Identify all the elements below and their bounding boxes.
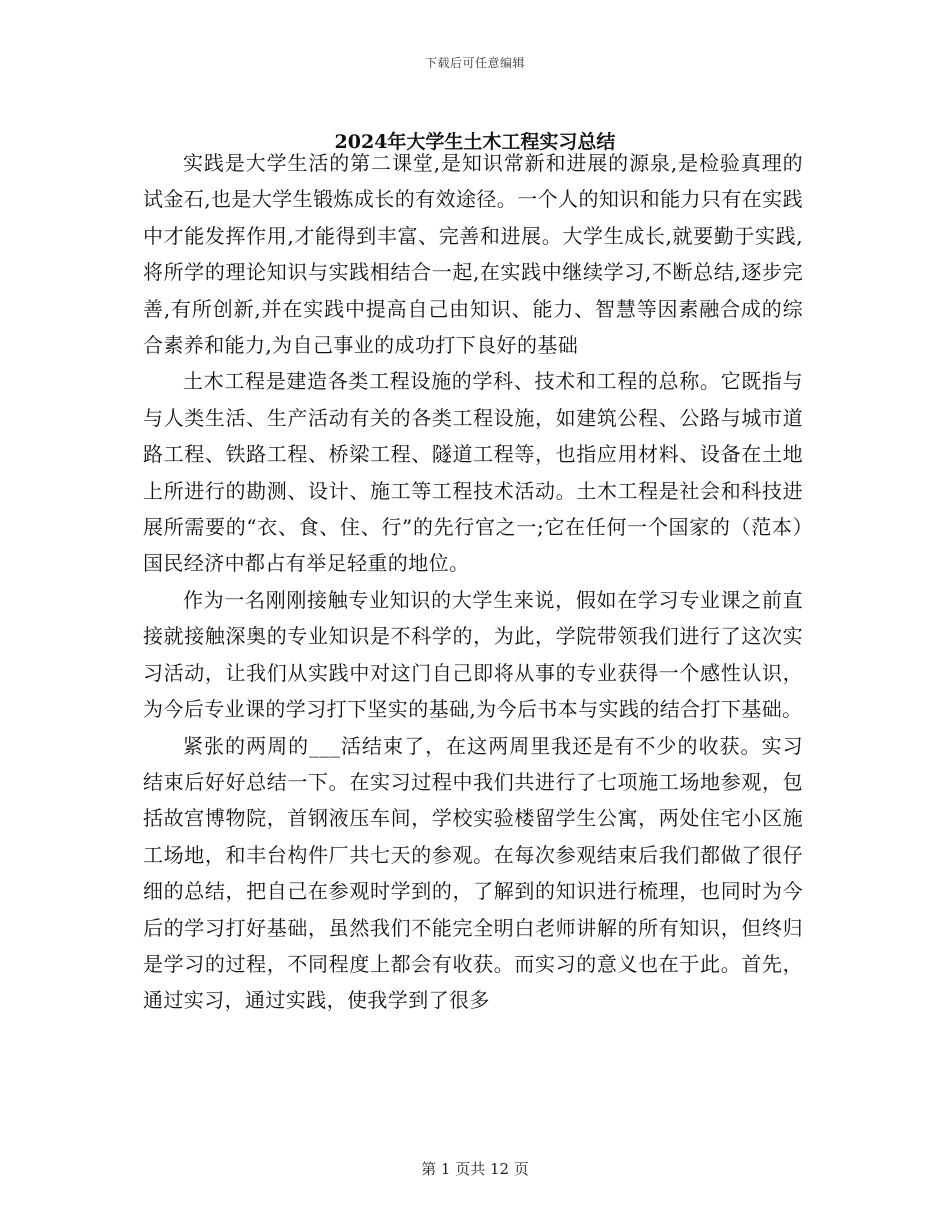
paragraph-civil-engineering-definition: 土木工程是建造各类工程设施的学科、技术和工程的总称。它既指与与人类生活、生产活动有关的各类工程设施，如建筑公程、公路与城市道路工程、铁路工程、桥梁工程、隧道工程等，也指应用材料、设备在土地上所进行的勘测、设计、施工等工程技术活动。土木工程是社会和科技进展所需要的“衣、食、住、行”的先行官之一;它在任何一个国家的（范本）国民经济中都占有举足轻重的地位。 (143, 369, 803, 576)
paragraph-internship-summary: 紧张的两周的___活结束了，在这两周里我还是有不少的收获。实习结束后好好总结一下。在实习过程中我们共进行了七项施工场地参观，包括故宫博物院，首钢液压车间，学校实验楼留学生公寓，两处住宅小区施工场地，和丰台构件厂共七天的参观。在每次参观结束后我们都做了很仔细的总结，把自己在参观时学到的，了解到的知识进行梳理，也同时为今后的学习打好基础，虽然我们不能完全明白老师讲解的所有知识，但终归是学习的过程，不同程度上都会有收获。而实习的意义也在于此。首先，通过实习，通过实践，使我学到了很多 (143, 733, 803, 1013)
paragraph-practice-intro: 实践是大学生活的第二课堂,是知识常新和进展的源泉,是检验真理的试金石,也是大学生锻炼成长的有效途径。一个人的知识和能力只有在实践中才能发挥作用,才能得到丰富、完善和进展。大学生成长,就要勤于实践,将所学的理论知识与实践相结合一起,在实践中继续学习,不断总结,逐步完善,有所创新,并在实践中提高自己由知识、能力、智慧等因素融合成的综合素养和能力,为自己事业的成功打下良好的基础 (143, 151, 803, 358)
download-note: 下载后可任意编辑 (424, 56, 525, 70)
page-number: 第 1 页共 12 页 (421, 1160, 529, 1178)
paragraph-internship-purpose: 作为一名刚刚接触专业知识的大学生来说，假如在学习专业课之前直接就接触深奥的专业知识是不科学的，为此，学院带领我们进行了这次实习活动，让我们从实践中对这门自己即将从事的专业获得一个感性认识，为今后专业课的学习打下坚实的基础,为今后书本与实践的结合打下基础。 (143, 587, 803, 722)
document-body (143, 145, 803, 1019)
document-title: 2024年大学生土木工程实习总结 (334, 130, 616, 153)
